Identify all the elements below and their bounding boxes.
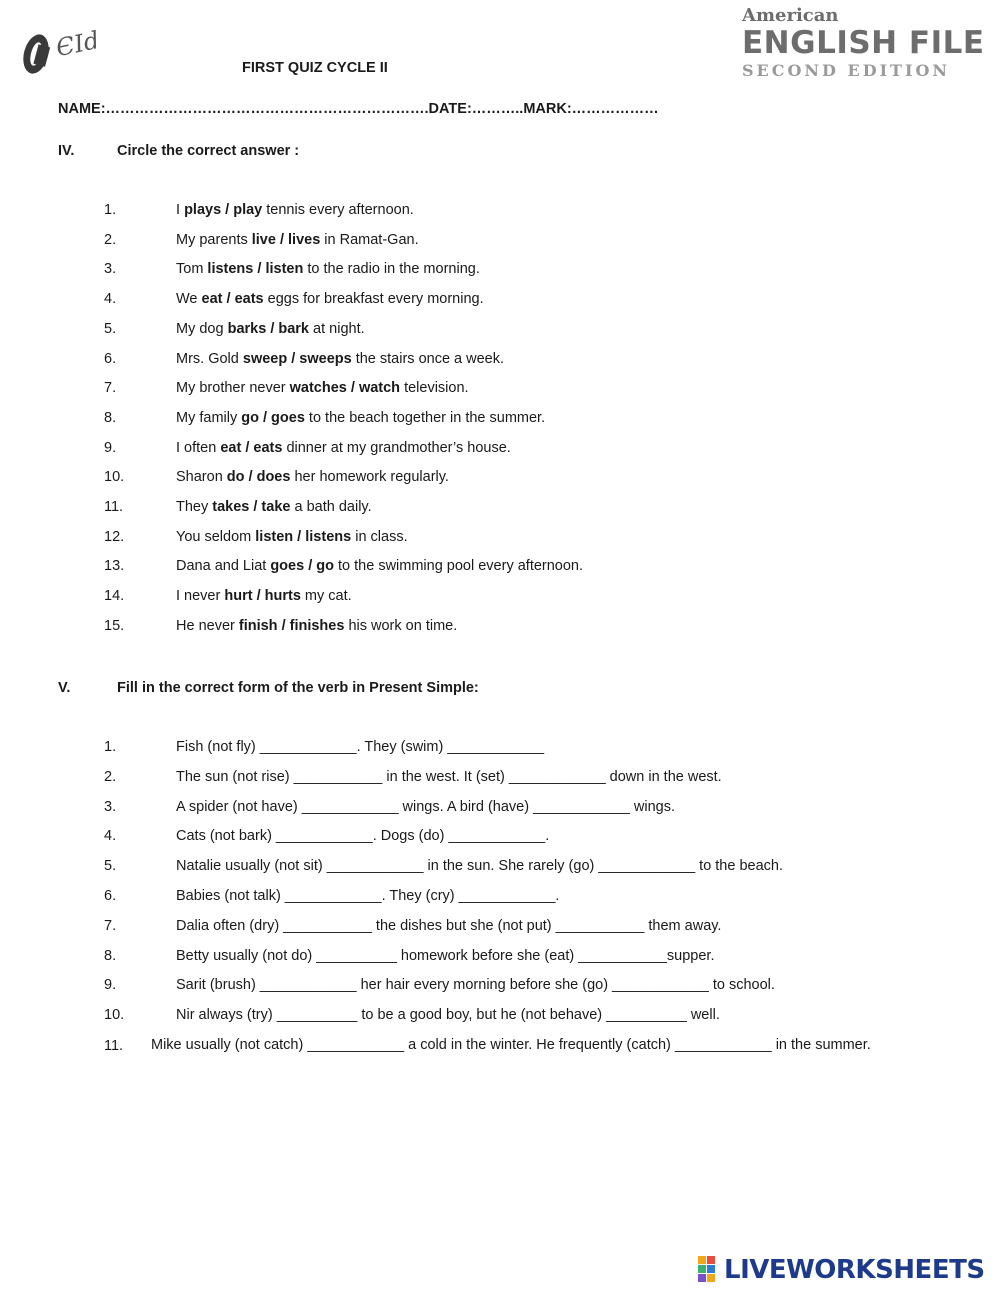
- fill-text[interactable]: Cats (not bark) ____________. Dogs (do) ____________.: [176, 828, 550, 844]
- brand-line-american: American: [742, 5, 839, 26]
- fill-number: 10.: [104, 1007, 125, 1023]
- answer-choice[interactable]: goes / go: [270, 558, 334, 574]
- answer-choice[interactable]: go / goes: [241, 410, 305, 426]
- fill-number: 8.: [104, 948, 117, 964]
- question-row: [0, 291, 1000, 313]
- question-text: [176, 440, 511, 456]
- liveworksheets-text: LIVEWORKSHEETS: [724, 1255, 985, 1285]
- section-iv-title: Circle the correct answer :: [117, 143, 300, 159]
- question-post: at night.: [309, 321, 365, 337]
- question-number: 4.: [104, 291, 117, 307]
- answer-choice[interactable]: live / lives: [251, 232, 321, 248]
- question-pre: Dana and Liat: [176, 558, 271, 574]
- question-post: his work on time.: [344, 618, 458, 634]
- quiz-title: FIRST QUIZ CYCLE II: [242, 60, 388, 76]
- question-pre: I often: [176, 440, 221, 456]
- question-text: [176, 261, 480, 277]
- name-date-mark-line: NAME:………………………………………………………….DATE:………..MARK:………………: [58, 101, 659, 117]
- fill-number: 7.: [104, 918, 117, 934]
- fill-number: 6.: [104, 888, 117, 904]
- question-pre: You seldom: [176, 529, 256, 545]
- ceid-letters: ЄId: [53, 25, 102, 63]
- question-pre: My family: [176, 410, 242, 426]
- question-text: [176, 588, 352, 604]
- question-number: 1.: [104, 202, 117, 218]
- question-number: 10.: [104, 469, 125, 485]
- question-number: 13.: [104, 558, 125, 574]
- question-number: 6.: [104, 351, 117, 367]
- question-text: [176, 410, 545, 426]
- question-text: [176, 499, 372, 515]
- question-number: 7.: [104, 380, 117, 396]
- question-text: [176, 321, 365, 337]
- question-pre: Tom: [176, 261, 208, 277]
- question-pre: My dog: [176, 321, 228, 337]
- question-row: [0, 618, 1000, 640]
- question-text: [176, 380, 469, 396]
- fill-text[interactable]: Babies (not talk) ____________. They (cry) ____________.: [176, 888, 560, 904]
- brand-line-second-edition: SECOND EDITION: [742, 61, 950, 80]
- question-pre: We: [176, 291, 202, 307]
- fill-text[interactable]: A spider (not have) ____________ wings. A bird (have) ____________ wings.: [176, 799, 675, 815]
- question-number: 11.: [104, 499, 124, 515]
- fill-in-row: [0, 799, 1000, 821]
- answer-choice[interactable]: barks / bark: [227, 321, 310, 337]
- fill-text[interactable]: Nir always (try) __________ to be a good boy, but he (not behave) __________ well.: [176, 1007, 720, 1023]
- brand-line-english-file: ENGLISH FILE: [742, 25, 985, 61]
- question-post: to the radio in the morning.: [303, 261, 480, 277]
- question-post: my cat.: [300, 588, 352, 604]
- liveworksheets-logo: [698, 1254, 985, 1286]
- question-text: [176, 558, 583, 574]
- question-row: [0, 469, 1000, 491]
- question-post: a bath daily.: [290, 499, 372, 515]
- fill-in-row: [0, 918, 1000, 940]
- question-number: 12.: [104, 529, 125, 545]
- fill-number: 4.: [104, 828, 117, 844]
- question-post: her homework regularly.: [290, 469, 449, 485]
- answer-choice[interactable]: watches / watch: [289, 380, 401, 396]
- question-row: [0, 499, 1000, 521]
- fill-in-row: [0, 1038, 1000, 1098]
- answer-choice[interactable]: takes / take: [212, 499, 291, 515]
- answer-choice[interactable]: listen / listens: [255, 529, 352, 545]
- fill-in-row: [0, 977, 1000, 999]
- fill-number: 5.: [104, 858, 117, 874]
- ceid-handwritten-logo: [18, 14, 138, 80]
- fill-text[interactable]: Betty usually (not do) __________ homework before she (eat) ___________supper.: [176, 948, 715, 964]
- question-post: the stairs once a week.: [351, 351, 505, 367]
- fill-text[interactable]: Fish (not fly) ____________. They (swim) ____________: [176, 739, 545, 755]
- fill-text[interactable]: The sun (not rise) ___________ in the west. It (set) ____________ down in the west.: [176, 769, 722, 785]
- question-pre: Sharon: [176, 469, 227, 485]
- question-post: eggs for breakfast every morning.: [263, 291, 484, 307]
- question-number: 5.: [104, 321, 117, 337]
- question-row: [0, 529, 1000, 551]
- question-pre: My parents: [176, 232, 252, 248]
- fill-in-row: [0, 888, 1000, 910]
- american-english-file-logo: [742, 6, 992, 82]
- fill-number: 2.: [104, 769, 117, 785]
- question-text: [176, 232, 419, 248]
- question-post: to the swimming pool every afternoon.: [333, 558, 584, 574]
- question-pre: My brother never: [176, 380, 290, 396]
- question-number: 2.: [104, 232, 117, 248]
- answer-choice[interactable]: do / does: [226, 469, 291, 485]
- question-pre: He never: [176, 618, 239, 634]
- fill-in-row: [0, 769, 1000, 791]
- question-post: in class.: [351, 529, 408, 545]
- section-v-title: Fill in the correct form of the verb in Present Simple:: [117, 680, 479, 696]
- answer-choice[interactable]: sweep / sweeps: [242, 351, 352, 367]
- question-pre: Mrs. Gold: [176, 351, 243, 367]
- question-post: in Ramat-Gan.: [320, 232, 419, 248]
- question-number: 9.: [104, 440, 117, 456]
- section-v-number: V.: [58, 680, 71, 696]
- question-text: [176, 618, 457, 634]
- question-row: [0, 202, 1000, 224]
- question-number: 3.: [104, 261, 117, 277]
- fill-number: 1.: [104, 739, 117, 755]
- fill-text[interactable]: Dalia often (dry) ___________ the dishes but she (not put) ___________ them away.: [176, 918, 722, 934]
- question-number: 15.: [104, 618, 125, 634]
- answer-choice[interactable]: listens / listen: [207, 261, 304, 277]
- answer-choice[interactable]: hurt / hurts: [224, 588, 301, 604]
- fill-in-row: [0, 858, 1000, 880]
- answer-choice[interactable]: eat / eats: [220, 440, 283, 456]
- question-row: [0, 410, 1000, 432]
- answer-choice[interactable]: eat / eats: [201, 291, 264, 307]
- question-text: [176, 529, 408, 545]
- fill-number: 9.: [104, 977, 117, 993]
- question-row: [0, 261, 1000, 283]
- fill-text[interactable]: Mike usually (not catch) ____________ a cold in the winter. He frequently (catch) ____________ in the summer.: [151, 1037, 871, 1053]
- question-post: tennis every afternoon.: [262, 202, 414, 218]
- fill-number: 3.: [104, 799, 117, 815]
- fill-in-row: [0, 1007, 1000, 1029]
- question-text: [176, 469, 449, 485]
- section-iv-number: IV.: [58, 143, 75, 159]
- fill-text[interactable]: Sarit (brush) ____________ her hair every morning before she (go) ____________ to school.: [176, 977, 775, 993]
- ceid-logo-graphic: [18, 14, 138, 80]
- question-row: [0, 440, 1000, 462]
- liveworksheets-icon: [698, 1256, 724, 1284]
- question-text: [176, 351, 504, 367]
- question-pre: I never: [176, 588, 225, 604]
- question-row: [0, 232, 1000, 254]
- fill-in-row: [0, 828, 1000, 850]
- question-text: [176, 202, 414, 218]
- question-pre: They: [176, 499, 213, 515]
- question-row: [0, 351, 1000, 373]
- question-number: 14.: [104, 588, 125, 604]
- question-pre: I: [176, 202, 185, 218]
- question-post: television.: [400, 380, 469, 396]
- answer-choice[interactable]: plays / play: [184, 202, 263, 218]
- question-post: to the beach together in the summer.: [304, 410, 546, 426]
- question-row: [0, 380, 1000, 402]
- fill-number: 11.: [104, 1038, 124, 1054]
- question-row: [0, 588, 1000, 610]
- question-text: [176, 291, 484, 307]
- question-row: [0, 558, 1000, 580]
- question-post: dinner at my grandmother’s house.: [282, 440, 511, 456]
- answer-choice[interactable]: finish / finishes: [238, 618, 345, 634]
- fill-in-row: [0, 948, 1000, 970]
- fill-in-row: [0, 739, 1000, 761]
- question-row: [0, 321, 1000, 343]
- fill-text[interactable]: Natalie usually (not sit) ____________ in the sun. She rarely (go) ____________ to the beach.: [176, 858, 784, 874]
- question-number: 8.: [104, 410, 117, 426]
